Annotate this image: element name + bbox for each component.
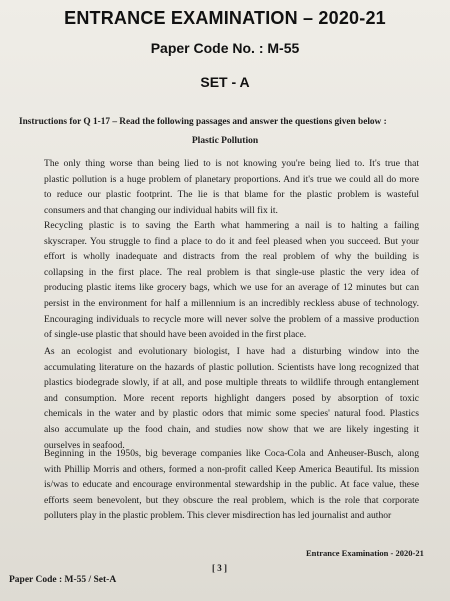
instructions: Instructions for Q 1-17 – Read the following passages and answer the questions given below : [19, 117, 387, 127]
paragraph-line: Recycling plastic is to saving the Earth what hammering a nail is to halting a failing [44, 220, 419, 231]
footer-paper-code: Paper Code : M-55 / Set-A [9, 575, 117, 585]
paragraph-2 [44, 218, 419, 343]
paragraph-line: is/was to educate and encourage environmental stewardship in the public. At face value, these [44, 479, 419, 491]
paragraph-line: and consumption. More recent reports highlight dangers posed by absorption of toxic [44, 392, 419, 404]
paragraph-line: plastics biodegrade slowly, if at all, and pose multiple threats to wildlife through entanglement [44, 377, 419, 389]
paragraph-line: skyscraper. You struggle to find a place to do it and feel pleased when you succeed. But your [44, 235, 419, 247]
paragraph-line: of single-use plastic that should have been avoided in the first place. [44, 329, 307, 341]
paragraph-line: As an ecologist and evolutionary biologist, I have had a disturbing window into the [44, 346, 419, 357]
paragraph-line: ourselves in seafood. [44, 439, 125, 451]
paragraph-line: to reduce our plastic footprint. The lie is that blame for the plastic problem is wasteful [44, 189, 419, 201]
set-label: SET - A [200, 74, 250, 90]
paragraph-3 [44, 344, 419, 453]
paragraph-line: effort is wholly inadequate and distracts from the real problem of why the building is [44, 251, 419, 263]
paragraph-1 [44, 156, 419, 218]
paragraph-line: also accumulate up the food chain, and studies now show that we are likely ingesting it [44, 423, 419, 435]
paragraph-line: The only thing worse than being lied to is not knowing you're being lied to. It's true that [44, 158, 419, 169]
paragraph-line: Encouraging individuals to recycle more will never solve the problem of a massive production [44, 313, 419, 325]
paragraph-4 [44, 446, 419, 524]
paragraph-line: collapsing in the first place. The real problem is that single-use plastic the very idea of [44, 266, 419, 278]
paragraph-line: with Phillip Morris and others, formed a non-profit called Keep America Beautiful. Its mission [44, 463, 419, 475]
paragraph-line: plastic pollution is a huge problem of planetary proportions. And it's true we could all do more [44, 173, 419, 185]
paragraph-line: polluters play in the plastic problem. This clever misdirection has led journalist and author [44, 510, 392, 522]
paragraph-line: Beginning in the 1950s, big beverage companies like Coca-Cola and Anheuser-Busch, along [44, 448, 419, 459]
paragraph-line: efforts seem benevolent, but they obscure the real problem, which is the role that corporate [44, 494, 419, 506]
paragraph-line: chemicals in the water and by plastic odors that mimic some species' natural food. Plastics [44, 408, 419, 420]
paragraph-line: producing plastic items like grocery bags, which we use for an average of 12 minutes but can [44, 282, 419, 294]
paragraph-line: consumers and that changing our individual habits will fix it. [44, 204, 278, 216]
paragraph-line: persist in the environment for half a millennium is an incredibly reckless abuse of technology. [44, 297, 419, 309]
passage-title: Plastic Pollution [191, 136, 259, 146]
exam-title: ENTRANCE EXAMINATION – 2020-21 [64, 8, 386, 28]
page-number: [ 3 ] [212, 563, 227, 573]
footer-exam-label: Entrance Examination - 2020-21 [306, 548, 424, 558]
paper-code: Paper Code No. : M-55 [150, 40, 300, 56]
paragraph-line: accumulating literature on the hazards of plastic pollution. Scientists have long recognized that [44, 361, 419, 373]
